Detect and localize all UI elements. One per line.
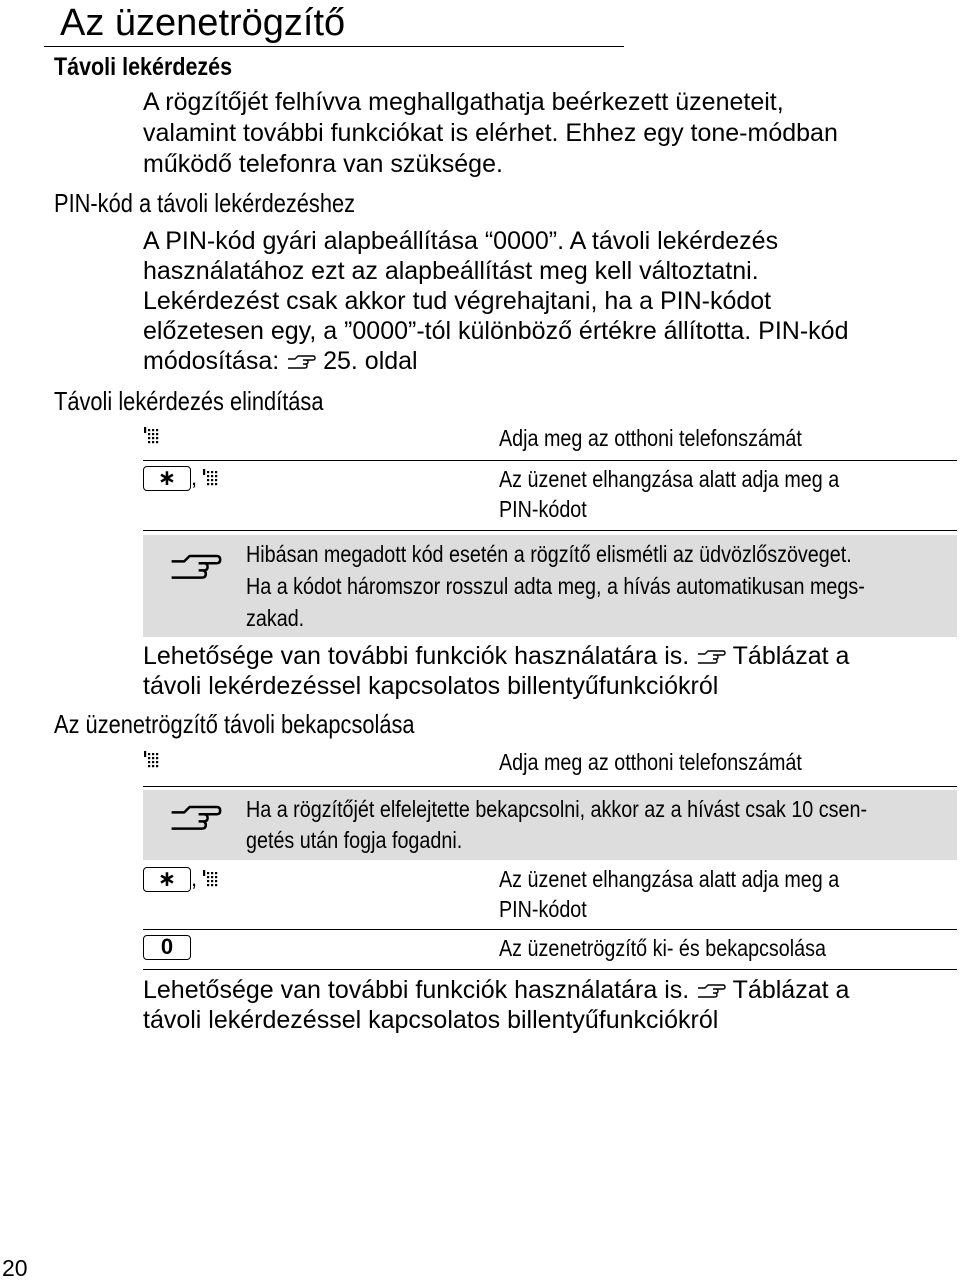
keypad-icon [143,750,159,770]
more-functions-ref-2: távoli lekérdezéssel kapcsolatos billentyűfunkciókról [143,672,719,700]
page-title: Az üzenetrögzítő [60,2,346,44]
note-line-2: Ha a kódot háromszor rosszul adta meg, a hívás automatikusan megs- [246,573,865,599]
title-divider [44,46,624,47]
step-pin-text-2: PIN-kódot [499,496,587,522]
note-line-1: Ha a rögzítőjét elfelejtette bekapcsolni, akkor az a hívást csak 10 csen- [246,796,868,822]
step-toggle-text: Az üzenetrögzítő ki- és bekapcsolása [499,935,826,961]
row-divider [143,786,957,787]
intro-line-1: A rögzítőjét felhívva meghallgathatja beérkezett üzeneteit, [143,88,784,116]
page-number: 20 [2,1255,28,1281]
pin-ref-page: 25. oldal [323,347,418,375]
subheading-pin: PIN-kód a távoli lekérdezéshez [54,188,356,218]
star-key: ∗ [143,466,191,491]
pointing-hand-icon [165,547,225,586]
intro-line-3: működő telefonra van szüksége. [143,150,503,178]
key-separator: , [191,866,198,891]
row-divider [143,929,957,930]
subheading-remote-on: Az üzenetrögzítő távoli bekapcsolása [54,709,415,739]
step-key-combo [143,866,218,892]
more-functions-ref [143,975,849,1005]
subheading-start: Távoli lekérdezés elindítása [54,386,324,416]
pointing-hand-icon [286,351,316,371]
section-heading-remote-query: Távoli lekérdezés [54,53,233,81]
more-text: Lehetősége van további funkciók használatára is. [143,976,690,1004]
note-line-3: zakad. [246,605,305,631]
row-divider [143,530,957,531]
row-divider [143,969,957,970]
intro-line-2: valamint további funkciókat is elérhet. Ehhez egy tone-módban [143,119,838,147]
table-ref: Táblázat a [732,976,850,1004]
step-dial-text: Adja meg az otthoni telefonszámát [499,425,802,451]
step-key-combo [143,465,218,491]
pin-reference [143,346,418,376]
pointing-hand-icon [696,980,726,1000]
table-ref: Táblázat a [732,642,850,670]
note-line-1: Hibásan megadott kód esetén a rögzítő elismétli az üdvözlőszöveget. [246,541,852,567]
pin-line-4: előzetesen egy, a ”0000”-tól különböző értékre állította. PIN-kód [143,317,849,345]
row-divider [143,460,957,461]
key-separator: , [191,465,198,490]
pointing-hand-icon [165,798,225,837]
more-functions-ref-2: távoli lekérdezéssel kapcsolatos billentyűfunkciókról [143,1006,719,1034]
pointing-hand-icon [696,646,726,666]
zero-key-wrap [143,935,191,960]
pin-line-3: Lekérdezést csak akkor tud végrehajtani, ha a PIN-kódot [143,287,772,315]
zero-key: 0 [143,935,191,960]
keypad-icon [202,869,218,889]
note-line-2: getés után fogja fogadni. [246,827,463,853]
keypad-icon [202,468,218,488]
more-functions-ref [143,641,849,671]
more-text: Lehetősége van további funkciók használatára is. [143,642,690,670]
pin-line-1: A PIN-kód gyári alapbeállítása “0000”. A távoli lekérdezés [143,227,779,255]
star-key: ∗ [143,867,191,892]
step-pin-text-1: Az üzenet elhangzása alatt adja meg a [499,466,840,492]
step-pin-text-1: Az üzenet elhangzása alatt adja meg a [499,866,840,892]
pin-line-2: használatához ezt az alapbeállítást meg kell változtatni. [143,257,759,285]
keypad-icon [143,426,159,446]
pin-ref-prefix: módosítása: [143,347,280,375]
step-dial-text: Adja meg az otthoni telefonszámát [499,749,802,775]
step-pin-text-2: PIN-kódot [499,896,587,922]
